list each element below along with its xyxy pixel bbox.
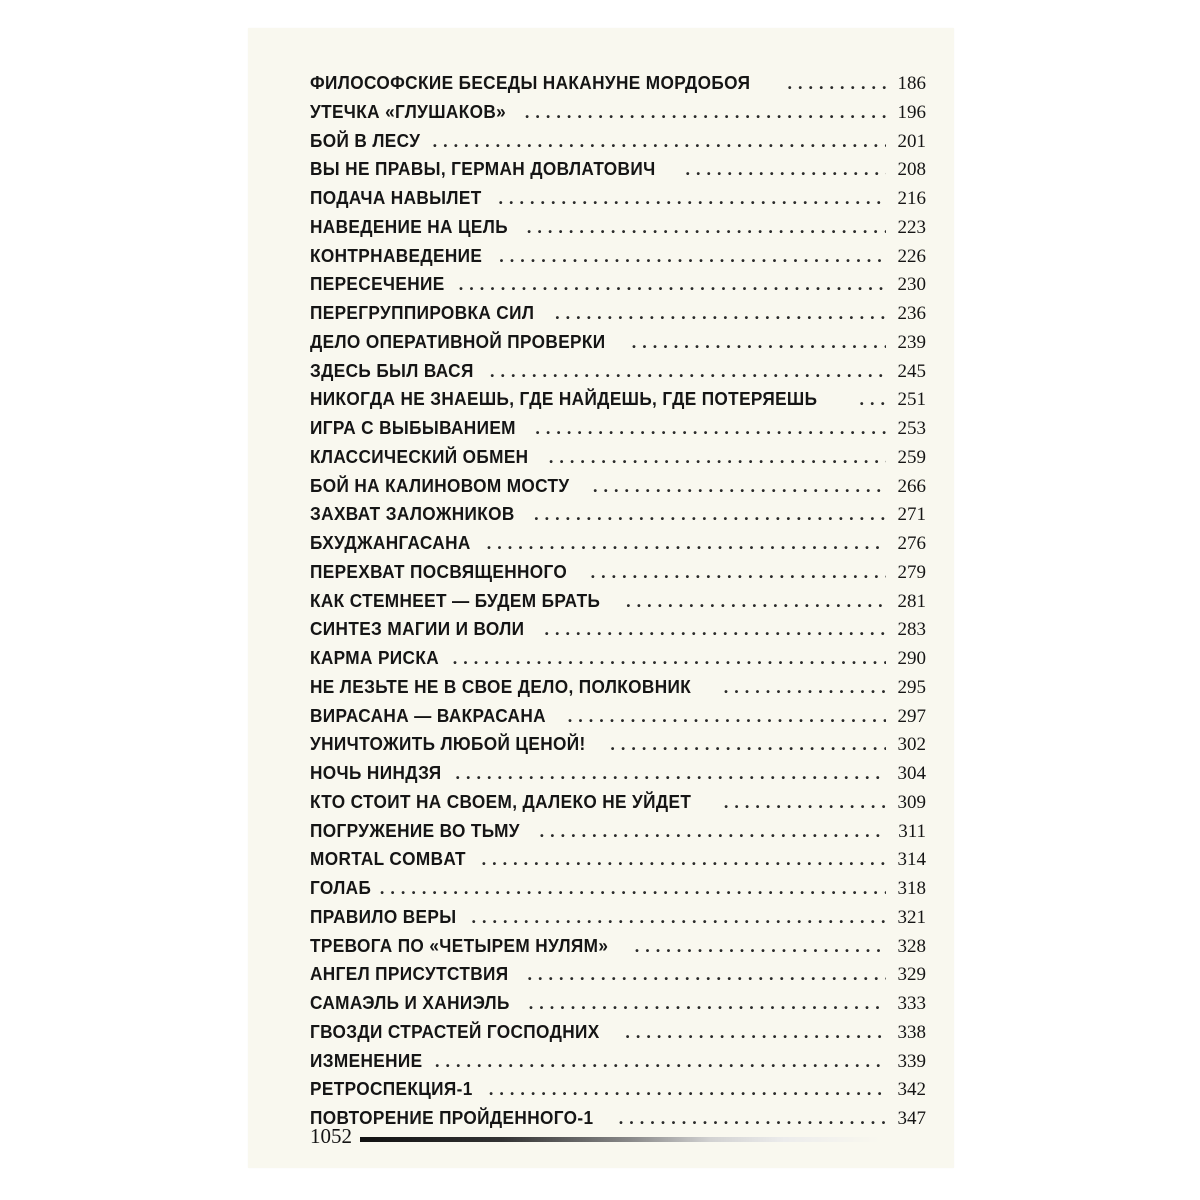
toc-entry-page-number: 338: [897, 1021, 926, 1043]
toc-entry-title: НЕ ЛЕЗЬТЕ НЕ В СВОЕ ДЕЛО, ПОЛКОВНИК: [310, 675, 692, 697]
toc-entry: [310, 874, 926, 903]
toc-entry-page-number: 295: [897, 676, 926, 698]
toc-entry-title: КАРМА РИСКА: [310, 647, 440, 668]
toc-leader-dots: [445, 270, 886, 299]
toc-entry: [310, 558, 926, 587]
toc-entry-page-number: 196: [897, 101, 926, 123]
toc-entry-page-number: 230: [897, 274, 926, 296]
toc-leader-dots: [441, 759, 886, 788]
toc-entry-page-number: 328: [897, 935, 926, 957]
toc-entry-page-number: 279: [897, 561, 926, 583]
toc-entry-page-number: 333: [897, 993, 926, 1014]
toc-entry-page-number: 281: [897, 590, 926, 612]
toc-entry-title: УТЕЧКА «ГЛУШАКОВ»: [310, 100, 507, 122]
toc-entry-page-number: 276: [897, 533, 926, 554]
toc-entry-page-number: 271: [897, 504, 926, 526]
toc-entry-title: НАВЕДЕНИЕ НА ЦЕЛЬ: [310, 215, 508, 237]
toc-entry-page-number: 201: [897, 130, 926, 152]
toc-entry-page-number: 283: [897, 619, 926, 641]
toc-leader-dots: [515, 989, 886, 1018]
toc-leader-dots: [421, 1047, 886, 1076]
toc-entry-title: РЕТРОСПЕКЦИЯ-1: [310, 1078, 473, 1100]
toc-entry-title: УНИЧТОЖИТЬ ЛЮБОЙ ЦЕНОЙ!: [310, 733, 586, 755]
toc-entry: [310, 155, 926, 184]
toc-entry-title: САМАЭЛЬ И ХАНИЭЛЬ: [310, 992, 510, 1013]
toc-entry-page-number: 226: [897, 245, 926, 267]
toc-entry-title: ПРАВИЛО ВЕРЫ: [310, 905, 457, 927]
toc-entry-page-number: 342: [897, 1079, 926, 1101]
toc-leader-dots: [621, 932, 886, 961]
toc-entry-page-number: 259: [897, 446, 926, 468]
toc-entry-title: ГВОЗДИ СТРАСТЕЙ ГОСПОДНИХ: [310, 1020, 600, 1042]
toc-leader-dots: [475, 1075, 886, 1104]
toc-entry: [310, 242, 926, 271]
toc-entry-title: ДЕЛО ОПЕРАТИВНОЙ ПРОВЕРКИ: [310, 330, 606, 352]
toc-entry: [310, 615, 926, 644]
toc-entry-title: ЗДЕСЬ БЫЛ ВАСЯ: [310, 359, 474, 381]
toc-entry: [310, 1075, 926, 1104]
toc-entry: [310, 213, 926, 242]
toc-entry: [310, 1047, 926, 1076]
toc-leader-dots: [439, 644, 886, 673]
toc-entry: [310, 529, 926, 558]
toc-leader-dots: [511, 98, 886, 127]
toc-entry: [310, 788, 926, 817]
toc-entry: [310, 98, 926, 127]
toc-leader-dots: [419, 127, 886, 156]
toc-leader-dots: [531, 615, 886, 644]
toc-leader-dots: [579, 472, 886, 501]
toc-leader-dots: [541, 299, 886, 328]
book-page: [248, 28, 954, 1168]
toc-entry-title: ПОДАЧА НАВЫЛЕТ: [310, 187, 482, 208]
toc-entry-page-number: 223: [897, 216, 926, 238]
toc-entry-page-number: 251: [897, 389, 926, 411]
toc-leader-dots: [612, 587, 886, 616]
toc-leader-dots: [513, 960, 886, 989]
toc-entry-page-number: 266: [897, 475, 926, 497]
toc-entry-page-number: 186: [897, 73, 926, 94]
toc-entry-title: ПЕРЕГРУППИРОВКА СИЛ: [310, 302, 535, 323]
toc-entry: [310, 69, 926, 98]
page-footer: [310, 1122, 926, 1150]
toc-entry-page-number: 216: [897, 188, 926, 209]
toc-leader-dots: [672, 155, 886, 184]
toc-leader-dots: [554, 702, 886, 731]
toc-leader-dots: [473, 529, 886, 558]
toc-entry-title: ИГРА С ВЫБЫВАНИЕМ: [310, 417, 516, 438]
toc-leader-dots: [476, 357, 886, 386]
toc-entry-page-number: 236: [897, 303, 926, 324]
toc-entry-title: ФИЛОСОФСКИЕ БЕСЕДЫ НАКАНУНЕ МОРДОБОЯ: [310, 72, 751, 93]
toc-leader-dots: [458, 903, 887, 932]
toc-entry-title: ПЕРЕСЕЧЕНИЕ: [310, 273, 445, 295]
toc-leader-dots: [710, 673, 886, 702]
toc-entry-title: НОЧЬ НИНДЗЯ: [310, 762, 442, 783]
toc-leader-dots: [513, 213, 886, 242]
footer-rule: [360, 1137, 926, 1142]
toc-entry-page-number: 329: [897, 964, 926, 986]
table-of-contents: [310, 69, 926, 1133]
toc-leader-dots: [577, 558, 886, 587]
toc-entry-title: СИНТЕЗ МАГИИ И ВОЛИ: [310, 618, 525, 640]
toc-leader-dots: [774, 69, 887, 98]
toc-entry-title: ВЫ НЕ ПРАВЫ, ГЕРМАН ДОВЛАТОВИЧ: [310, 158, 656, 180]
toc-leader-dots: [520, 500, 886, 529]
toc-entry: [310, 845, 926, 874]
toc-entry: [310, 730, 926, 759]
toc-entry: [310, 385, 926, 414]
toc-leader-dots: [468, 845, 886, 874]
toc-entry: [310, 184, 926, 213]
toc-entry-title: БОЙ НА КАЛИНОВОМ МОСТУ: [310, 474, 570, 496]
toc-entry-title: ПЕРЕХВАТ ПОСВЯЩЕННОГО: [310, 560, 568, 582]
toc-entry-title: КОНТРНАВЕДЕНИЕ: [310, 244, 483, 266]
toc-leader-dots: [485, 242, 886, 271]
toc-entry: [310, 644, 926, 673]
toc-entry-page-number: 253: [897, 418, 926, 439]
toc-entry-title: НИКОГДА НЕ ЗНАЕШЬ, ГДЕ НАЙДЕШЬ, ГДЕ ПОТЕРЯЕШЬ: [310, 388, 818, 410]
toc-entry: [310, 328, 926, 357]
toc-entry: [310, 702, 926, 731]
toc-entry: [310, 1018, 926, 1047]
toc-entry-page-number: 245: [897, 360, 926, 382]
toc-entry: [310, 414, 926, 443]
toc-entry-page-number: 239: [897, 331, 926, 353]
toc-entry-title: АНГЕЛ ПРИСУТСТВИЯ: [310, 963, 509, 985]
toc-entry-page-number: 314: [897, 849, 926, 871]
toc-entry-page-number: 309: [897, 791, 926, 813]
toc-entry: [310, 299, 926, 328]
toc-entry-title: БХУДЖАНГАСАНА: [310, 532, 471, 553]
toc-entry: [310, 500, 926, 529]
toc-entry: [310, 270, 926, 299]
toc-entry-title: КТО СТОИТ НА СВОЕМ, ДАЛЕКО НЕ УЙДЕТ: [310, 790, 692, 812]
toc-leader-dots: [366, 874, 886, 903]
toc-leader-dots: [596, 730, 886, 759]
toc-entry-title: ГОЛАБ: [310, 877, 372, 898]
toc-entry-page-number: 208: [897, 159, 926, 181]
toc-entry: [310, 932, 926, 961]
toc-entry: [310, 587, 926, 616]
toc-leader-dots: [535, 443, 886, 472]
toc-entry-page-number: 321: [897, 906, 926, 928]
toc-entry-page-number: 297: [897, 705, 926, 727]
toc-entry: [310, 903, 926, 932]
toc-leader-dots: [521, 414, 886, 443]
toc-entry: [310, 472, 926, 501]
toc-entry: [310, 759, 926, 788]
toc-entry-title: ИЗМЕНЕНИЕ: [310, 1049, 423, 1071]
toc-entry-title: ВИРАСАНА — ВАКРАСАНА: [310, 704, 546, 726]
toc-leader-dots: [485, 184, 887, 213]
toc-entry: [310, 817, 926, 846]
toc-entry: [310, 443, 926, 472]
toc-entry: [310, 673, 926, 702]
toc-entry-page-number: 339: [897, 1050, 926, 1072]
toc-entry-page-number: 311: [898, 820, 926, 842]
toc-entry-page-number: 304: [897, 763, 926, 784]
toc-entry: [310, 989, 926, 1018]
toc-leader-dots: [526, 817, 886, 846]
toc-leader-dots: [618, 328, 886, 357]
toc-entry-page-number: 318: [897, 878, 926, 899]
toc-entry-title: БОЙ В ЛЕСУ: [310, 129, 421, 151]
toc-leader-dots: [710, 788, 886, 817]
toc-entry-page-number: 290: [897, 648, 926, 669]
toc-entry-page-number: 347: [897, 1108, 926, 1129]
toc-entry-title: ТРЕВОГА ПО «ЧЕТЫРЕМ НУЛЯМ»: [310, 934, 609, 956]
toc-leader-dots: [611, 1018, 886, 1047]
toc-entry-title: КАК СТЕМНЕЕТ — БУДЕМ БРАТЬ: [310, 589, 601, 611]
toc-entry-title: ПОГРУЖЕНИЕ ВО ТЬМУ: [310, 819, 520, 841]
toc-entry: [310, 127, 926, 156]
toc-entry-title: ПОВТОРЕНИЕ ПРОЙДЕННОГО-1: [310, 1107, 594, 1128]
toc-entry: [310, 960, 926, 989]
toc-entry-title: MORTAL COMBAT: [310, 848, 466, 870]
toc-entry-title: КЛАССИЧЕСКИЙ ОБМЕН: [310, 445, 529, 467]
toc-entry-title: ЗАХВАТ ЗАЛОЖНИКОВ: [310, 503, 515, 525]
folio-page-number: 1052: [310, 1123, 352, 1148]
toc-entry-page-number: 302: [897, 734, 926, 756]
toc-entry: [310, 357, 926, 386]
toc-leader-dots: [846, 385, 886, 414]
